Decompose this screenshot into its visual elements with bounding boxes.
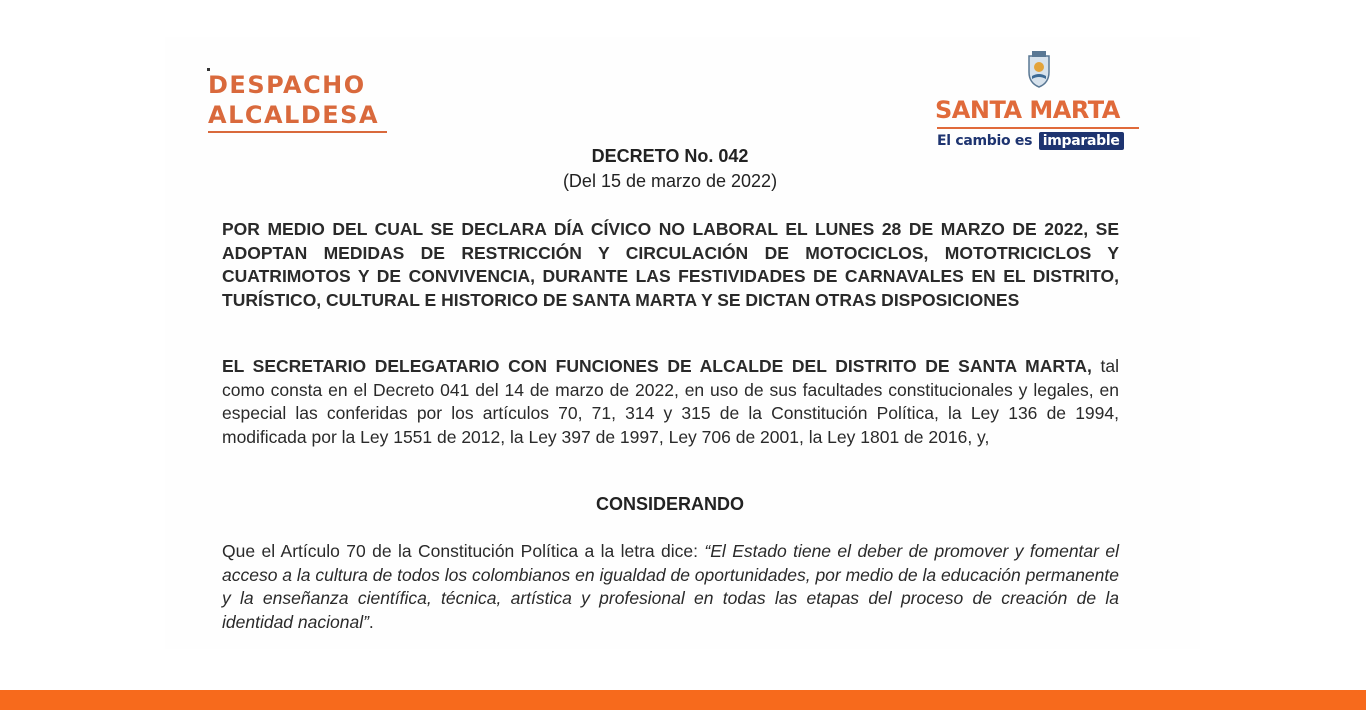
decree-title: POR MEDIO DEL CUAL SE DECLARA DÍA CÍVICO NO LABORAL EL LUNES 28 DE MARZO DE 2022, SE ADOPTAN MEDIDAS DE RESTRICCIÓN Y CIRCULACIÓN DE MOTOCICLOS, MOTOTRICICLOS Y CUATRIMOTOS Y DE CONVIVENCIA, DURANTE LAS FESTIVIDADES DE CARNAVALES EN EL DISTRITO, TURÍSTICO, CULTURAL E HISTORICO DE SANTA MARTA Y SE DICTAN OTRAS DISPOSICIONES xyxy=(222,219,1119,310)
authority-text: tal como consta en el Decreto 041 del 14 de marzo de 2022, en uso de sus facultades constitucionales y legales, en especial las conferidas por los artículos 70, 71, 314 y 315 de la Constitución Política, la Ley 136 de 1994, modificada por la Ley 1551 de 2012, la Ley 397 de 1997, Ley 706 de 2001, la Ley 1801 de 2016, y, xyxy=(222,356,1119,447)
decree-date: (Del 15 de marzo de 2022) xyxy=(562,171,778,191)
despacho-alcaldesa-heading xyxy=(208,70,379,130)
article-quote: “El Estado tiene el deber de promover y fomentar el acceso a la cultura de todos los colombianos en igualdad de oportunidades, por medio de la educación permanente y la enseñanza científica, técnica, artística y profesional en todas las etapas del proceso de creación de la identidad nacional” xyxy=(222,541,1119,632)
article-paragraph xyxy=(222,540,1119,634)
despacho-line1: DESPACHO xyxy=(208,71,366,99)
slogan-prefix: El cambio es xyxy=(937,133,1033,149)
article-end: . xyxy=(368,611,374,632)
footer-accent-bar xyxy=(0,690,1366,710)
despacho-line2: ALCALDESA xyxy=(208,101,380,129)
santa-marta-underline xyxy=(937,127,1139,129)
authority-bold: EL SECRETARIO DELEGATARIO CON FUNCIONES DE ALCALDE DEL DISTRITO DE SANTA MARTA, xyxy=(222,356,1092,376)
authority-paragraph xyxy=(222,355,1119,449)
decree-number: DECRETO No. 042 xyxy=(591,146,749,166)
considerando-heading: CONSIDERANDO xyxy=(595,494,744,514)
slogan-highlight: imparable xyxy=(1039,132,1124,150)
coat-of-arms-icon xyxy=(1026,50,1052,88)
article-intro: Que el Artículo 70 de la Constitución Política a la letra dice: xyxy=(222,541,705,561)
santa-marta-logo-text: SANTA MARTA xyxy=(935,96,1120,124)
despacho-underline xyxy=(208,131,387,133)
